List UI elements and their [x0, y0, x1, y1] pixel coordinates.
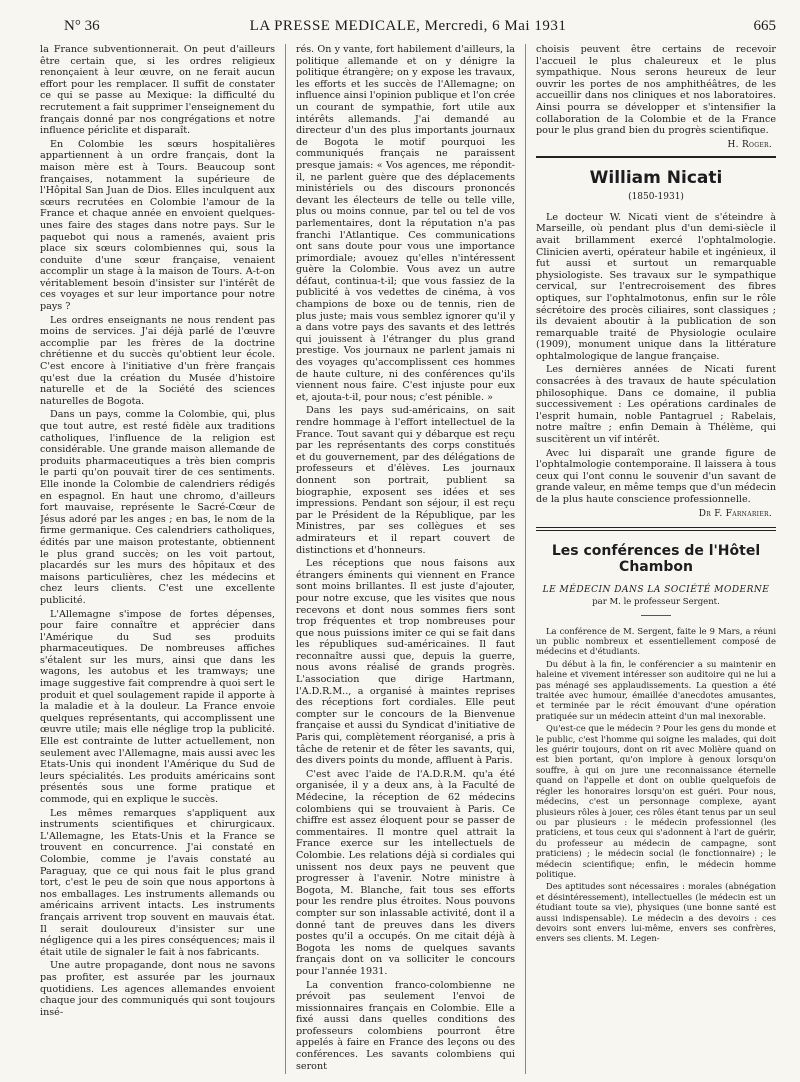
paragraph: Du début à la fin, le conférencier a su maintenir en haleine et vivement intéresser son auditoire qui ne lui a pas ménagé ses applaudissements. La question a été traitée avec humour, émaillée d'anecdotes amusantes, et terminée par le récit émouvant d'une opération pratiquée sur un médecin atteint d'un mal inexorable.	[536, 658, 776, 721]
paragraph: Les mêmes remarques s'appliquent aux instruments scientifiques et chirurgicaux. L'Allemagne, les Etats-Unis et la France se trouvent en concurrence. J'ai constaté en Colombie, comme je l'avais constaté au Paraguay, que ce qui nous fait le plus grand tort, c'est le peu de soin que nous apportons à nos emballages. Les instruments allemands ou américains arrivent intacts. Les instruments français arrivent trop souvent en mauvais état. Il serait douloureux d'insister sur une négligence qui a les pires conséquences; mais il était utile de signaler le fait à nos fabricants.	[40, 807, 275, 958]
conference-subtitle: LE MÉDECIN DANS LA SOCIÉTÉ MODERNE	[542, 584, 770, 595]
paragraph: Le docteur W. Nicati vient de s'éteindre à Marseille, où pendant plus d'un demi-siècle il avait brillamment exercé l'ophtalmologie. Clinicien averti, opérateur habile et ingénieux, il fut aussi et surtout un remarquable physiologiste. Ses travaux sur le sympathique cervical, sur l'entrecroisement des fibres optiques, sur l'ophtalmotonus, enfin sur le rôle sécrétoire des procès ciliaires, sont classiques ; ils devaient aboutir à la publication de son remarquable traité de Physiologie oculaire (1909), monument unique dans la littérature ophtalmologique de langue française.	[536, 211, 776, 362]
column-2	[285, 44, 525, 1074]
paragraph: choisis peuvent être certains de recevoir l'accueil le plus chaleureux et le plus sympathique. Nous serons heureux de leur ouvrir les portes de nos amphithéâtres, de les accueillir dans nos cliniques et nos laboratoires. Ainsi pourra se développer et s'intensifier la collaboration de la Colombie et de la France pour le plus grand bien du progrès scientifique.	[536, 44, 776, 137]
author-signature: H. Roger.	[727, 139, 772, 150]
paragraph: L'Allemagne s'impose de fortes dépenses, pour faire connaître et apprécier dans l'Amérique du Sud ses produits pharmaceutiques. De nombreuses affiches s'étalent sur les murs, ainsi que dans les wagons, les autobus et les tramways; une image suggestive fait comprendre à quoi sert le produit et quel soulagement rapide il apporte à la maladie et à la douleur. La France envoie quelques représentants, qui accomplissent une œuvre utile; mais elle néglige trop la publicité. Elle est contrainte de lutter actuellement, non seulement avec l'Allemagne, mais aussi avec les Etats-Unis qui inondent l'Amérique du Sud de leurs spécialités. Les produits américains sont présentés sous une forme pratique et commode, qui en explique le succès.	[40, 608, 275, 805]
paragraph: Avec lui disparaît une grande figure de l'ophtalmologie contemporaine. Il laissera à tous ceux qui l'ont connu le souvenir d'un savant de grande valeur, en même temps que d'un médecin de la plus haute conscience professionnelle.	[536, 447, 776, 505]
paragraph: C'est avec l'aide de l'A.D.R.M. qu'a été organisée, il y a deux ans, à la Faculté de Médecine, la réception de 62 médecins colombiens qui se trouvaient à Paris. Ce chiffre est assez éloquent pour se passer de commentaires. Il montre quel attrait la France exerce sur les intellectuels de Colombie. Les relations déjà si cordiales qui unissent nos deux pays ne peuvent que progresser à l'avenir. Notre ministre à Bogota, M. Blanche, fait tous ses efforts pour les rendre plus étroites. Nous pouvons compter sur son inlassable activité, dont il a donné tant de preuves dans les divers postes qu'il a occupés. On me citait déjà à Bogota les noms de quelques savants français dont on va solliciter le concours pour l'année 1931.	[296, 768, 515, 977]
page-number: 665	[753, 18, 776, 34]
obituary-title: William Nicati	[589, 167, 723, 188]
paragraph: Qu'est-ce que le médecin ? Pour les gens du monde et le public, c'est l'homme qui soigne les malades, qui doit les guérir toujours, dont on rit avec Molière quand on est bien portant, qu'on implore à genoux lorsqu'on souffre, à qui on jure une reconnaissance éternelle quand on l'appelle et dont on oublie quelquefois de régler les honoraires lorsqu'on est guéri. Pour nous, médecins, c'est un personnage complexe, ayant plusieurs rôles à jouer, ces rôles étant tenus par un seul ou par plusieurs : le médecin professionnel (les praticiens, et tous ceux qui s'adonnent à l'art de guérir, du professeur au médecin de campagne, sont praticiens) ; le médecin social (le fonctionnaire) ; le médecin scientifique; enfin, le médecin homme politique.	[536, 723, 776, 879]
paragraph: la France subventionnerait. On peut d'ailleurs être certain que, si les ordres religieux renonçaient à leur œuvre, on ne ferait aucun effort pour les remplacer. Il suffit de constater ce qui se passe au Mexique: la difficulté du recrutement a fait supprimer l'enseignement du français donné par nos congrégations et notre influence périclite et disparaît.	[40, 44, 275, 137]
paragraph: Dans les pays sud-américains, on sait rendre hommage à l'effort intellectuel de la France. Tout savant qui y débarque est reçu par les représentants des corps constitués et du gouvernement, par des délégations de professeurs et d'élèves. Les journaux donnent son portrait, publient sa biographie, exposent ses idées et ses impressions. Pendant son séjour, il est reçu par le Président de la République, par les Ministres, par ses collègues et ses admirateurs et il repart couvert de distinctions et d'honneurs.	[296, 405, 515, 556]
column-3	[525, 44, 776, 1074]
conference-author: par M. le professeur Sergent.	[592, 596, 720, 607]
conference-body	[536, 626, 776, 944]
text-columns	[40, 44, 776, 1074]
paragraph: Les dernières années de Nicati furent consacrées à des travaux de haute spéculation philosophique. Dans ce domaine, il publia successivement : Les opérations cardinales de l'esprit humain, noble Pantagruel ; Rabelais, notre maître ; enfin Demain à Thélème, qui suscitèrent un vif intérêt.	[536, 364, 776, 446]
paragraph: rés. On y vante, fort habilement d'ailleurs, la politique allemande et on y dénigre la politique étrangère; on y expose les travaux, les efforts et les succès de l'Allemagne; on influence ainsi l'opinion publique et l'on crée un courant de sympathie, fort utile aux intérêts allemands. J'ai demandé au directeur d'un des plus importants journaux de Bogota le motif pourquoi les communiqués français ne paraissent presque jamais: « Vos agences, me répondit-il, ne parlent guère que des déplacements ministériels ou des discours prononcés devant les électeurs de telle ou telle ville, plus ou moins connue, par tel ou tel de vos parlementaires, dont la réputation n'a pas franchi l'Atlantique. Ces communications ont sans doute pour vous une importance primordiale; avouez qu'elles n'intéressent guère la Colombie. Vous avez un autre défaut, continua-t-il; que vous fassiez de la publicité à vos vedettes de cinéma, à vos champions de boxe ou de tennis, rien de plus juste; mais vous semblez ignorer qu'il y a dans votre pays des savants et des lettrés qui jouissent à l'étranger du plus grand prestige. Vos journaux ne parlent jamais ni des voyages qu'accomplissent ces hommes de haute culture, ni des conférences qu'ils viennent nous faire. C'est injuste pour eux et, ajouta-t-il, pour nous; c'est pénible. »	[296, 44, 515, 403]
author-signature: Dr F. Farnarier.	[698, 508, 772, 519]
journal-title: LA PRESSE MEDICALE, Mercredi, 6 Mai 1931	[249, 18, 567, 34]
divider	[641, 615, 671, 616]
paragraph: Les ordres enseignants ne nous rendent pas moins de services. J'ai déjà parlé de l'œuvre accomplie par les frères de la doctrine chrétienne et du succès qu'obtient leur école. C'est encore à l'initiative d'un frère français qu'est due la création du Musée d'histoire naturelle et de la Société des sciences naturelles de Bogota.	[40, 314, 275, 407]
running-header	[40, 18, 776, 44]
paragraph: Dans un pays, comme la Colombie, qui, plus que tout autre, est resté fidèle aux traditions catholiques, l'influence de la religion est considérable. Une grande maison allemande de produits pharmaceutiques a très bien compris le parti qu'on pouvait tirer de ces sentiments. Elle inonde la Colombie de calendriers rédigés en espagnol. En haut une chromo, d'ailleurs fort mauvaise, représente le Sacré-Cœur de Jésus adoré par les anges ; en bas, le nom de la firme germanique. Ces calendriers catholiques, édités par une maison protestante, obtiennent le plus grand succès; on les voit partout, placardés sur les murs des hôpitaux et des maisons particulières, chez les médecins et chez leurs clients. C'est une excellente publicité.	[40, 409, 275, 606]
paragraph: Les réceptions que nous faisons aux étrangers éminents qui viennent en France sont moins brillantes. Il est juste d'ajouter, pour notre excuse, que les visites que nous recevons et dont nous sommes fiers sont trop fréquentes et trop nombreuses pour que nous puissions imiter ce qui se fait dans les républiques sud-américaines. Il faut reconnaître aussi que, depuis la guerre, nous avons réalisé de grands progrès. L'association que dirige Hartmann, l'A.D.R.M.., a organisé à maintes reprises des réceptions fort cordiales. Elle peut compter sur le concours de la Bienvenue française et aussi du Syndicat d'initiative de Paris qui, complètement réorganisé, a pris à tâche de retenir et de fêter les savants, qui, des divers points du monde, affluent à Paris.	[296, 558, 515, 767]
paragraph: Des aptitudes sont nécessaires : morales (abnégation et désintéressement), intellectuelles (le médecin est un étudiant toute sa vie), physiques (une bonne santé est aussi indispensable). Le médecin a des devoirs : ces devoirs sont envers lui-même, envers ses confrères, envers ses clients. M. Legen-	[536, 881, 776, 944]
column-1	[40, 44, 285, 1074]
paragraph: La conférence de M. Sergent, faite le 9 Mars, a réuni un public nombreux et essentiellement composé de médecins et d'étudiants.	[536, 625, 776, 657]
paragraph: La convention franco-colombienne ne prévoit pas seulement l'envoi de missionnaires français en Colombie. Elle a fixé aussi dans quelles conditions des professeurs colombiens pourront être appelés à faire en France des leçons ou des conférences. Les savants colombiens qui seront	[296, 979, 515, 1072]
obituary-dates: (1850-1931)	[628, 191, 684, 202]
issue-number: N° 36	[64, 18, 100, 34]
paragraph: En Colombie les sœurs hospitalières appartiennent à un ordre français, dont la maison mère est à Tours. Beaucoup sont françaises, notamment la supérieure de l'Hôpital San Juan de Dios. Elles inculquent aux sœurs recrutées en Colombie l'amour de la France et chaque année en envoient quelques-unes faire des stages dans notre pays. Sur le paquebot qui nous a ramenés, avaient pris place six sœurs colombiennes qui, sous la conduite d'une sœur française, venaient accomplir un stage à la maison de Tours. A-t-on véritablement besoin d'insister sur l'intérêt de ces voyages et sur leur importance pour notre pays ?	[40, 138, 275, 313]
paragraph: Une autre propagande, dont nous ne savons pas profiter, est assurée par les journaux quotidiens. Les agences allemandes envoient chaque jour des communiqués qui sont toujours insé-	[40, 960, 275, 1018]
section-divider	[536, 527, 776, 531]
section-divider	[536, 156, 776, 158]
conference-title: Les conférences de l'Hôtel Chambon	[551, 542, 761, 575]
